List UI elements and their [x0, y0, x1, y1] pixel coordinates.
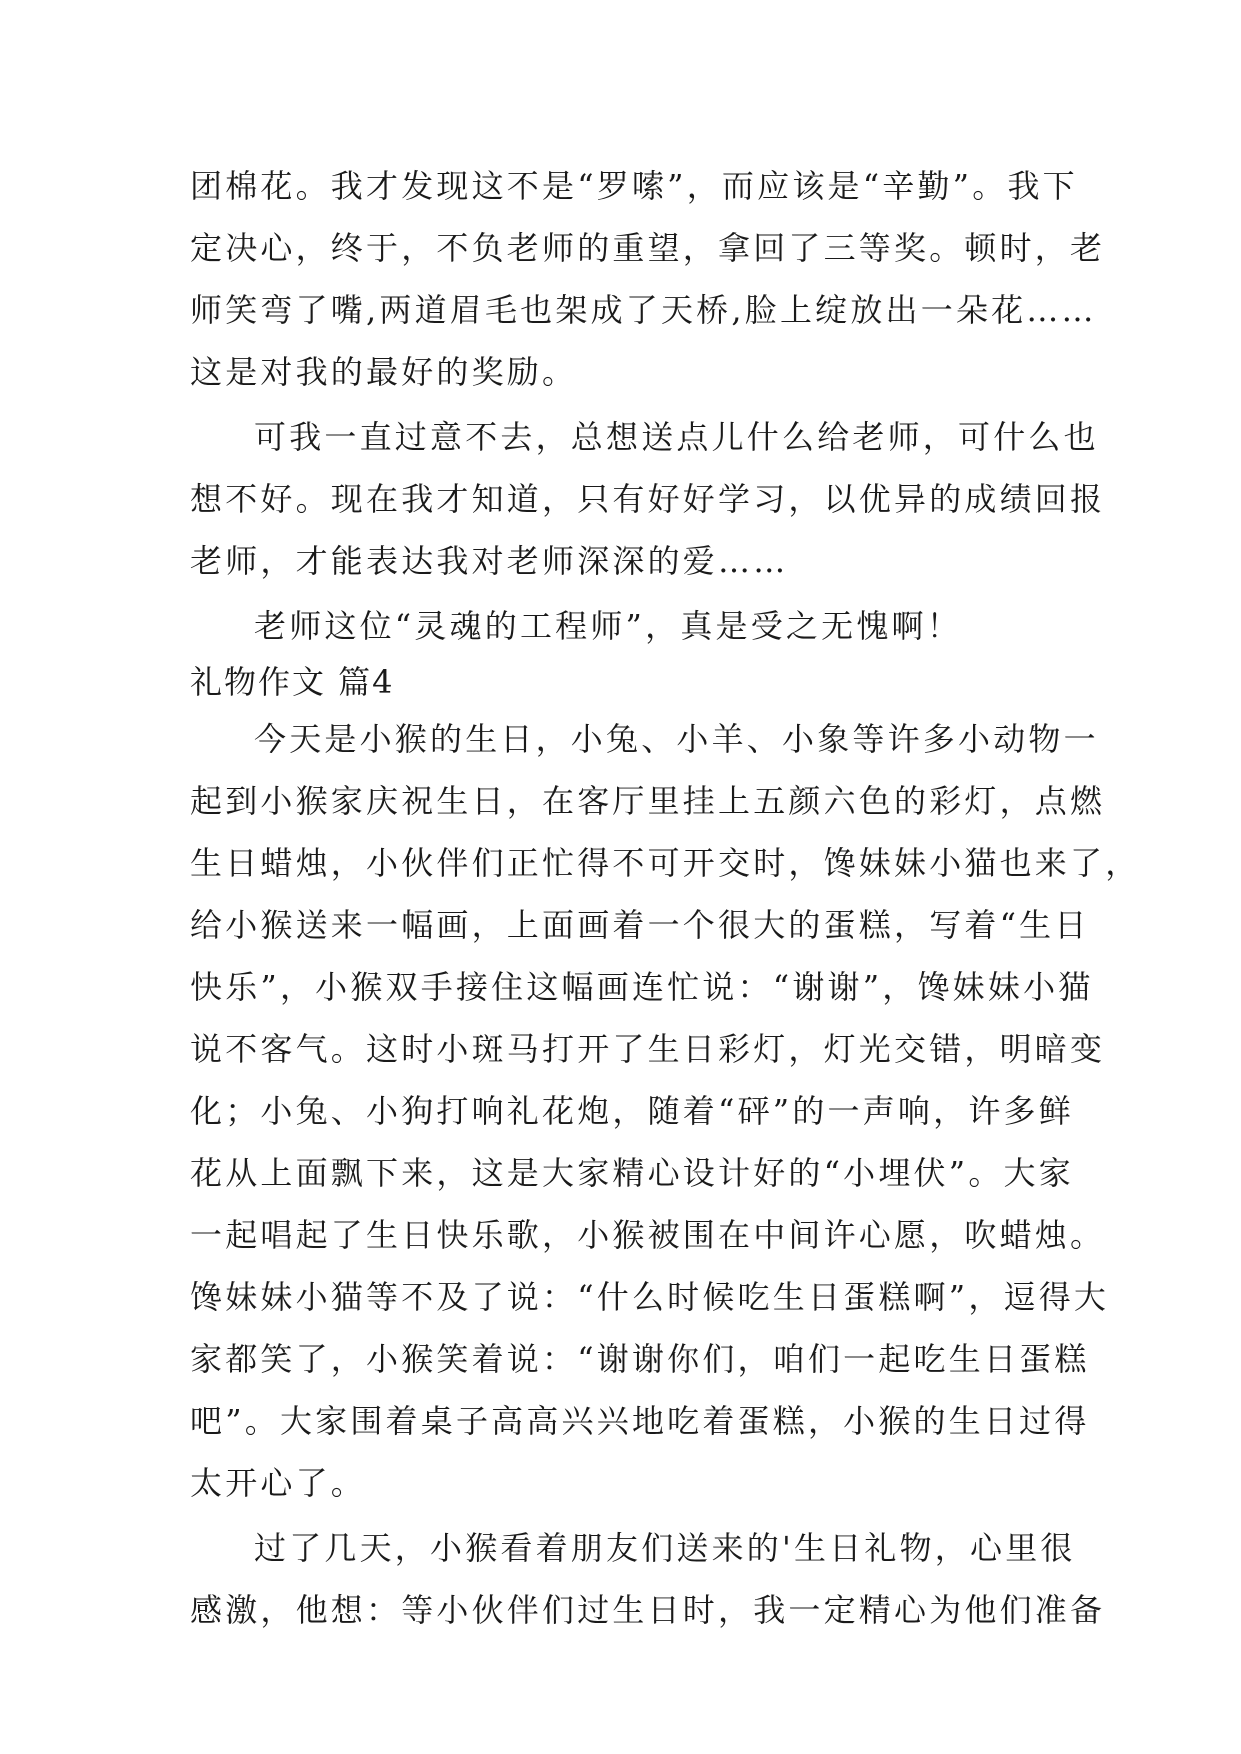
text-line: 这是对我的最好的奖励。 — [190, 353, 578, 391]
text-line: 感激，他想：等小伙伴们过生日时，我一定精心为他们准备 — [190, 1591, 1106, 1629]
text-line: 说不客气。这时小斑马打开了生日彩灯，灯光交错，明暗变 — [190, 1030, 1106, 1068]
text-line: 化；小兔、小狗打响礼花炮，随着“砰”的一声响，许多鲜 — [190, 1092, 1074, 1130]
text-line: 馋妹妹小猫等不及了说：“什么时候吃生日蛋糕啊”，逗得大 — [190, 1278, 1110, 1316]
paragraph-start-line: 今天是小猴的生日，小兔、小羊、小象等许多小动物一 — [254, 720, 1099, 758]
text-line: 想不好。现在我才知道，只有好好学习，以优异的成绩回报 — [190, 480, 1106, 518]
text-line: 生日蜡烛，小伙伴们正忙得不可开交时，馋妹妹小猫也来了， — [190, 844, 1141, 882]
text-line: 太开心了。 — [190, 1464, 367, 1502]
text-line: 家都笑了，小猴笑着说：“谢谢你们，咱们一起吃生日蛋糕 — [190, 1340, 1090, 1378]
text-line: 师笑弯了嘴,两道眉毛也架成了天桥,脸上绽放出一朵花…… — [190, 291, 1097, 329]
text-line: 花从上面飘下来，这是大家精心设计好的“小埋伏”。大家 — [190, 1154, 1074, 1192]
section-heading: 礼物作文 篇4 — [190, 663, 395, 701]
paragraph-start-line: 可我一直过意不去，总想送点儿什么给老师，可什么也 — [254, 418, 1099, 456]
text-line: 定决心，终于，不负老师的重望，拿回了三等奖。顿时，老 — [190, 229, 1106, 267]
text-line: 老师，才能表达我对老师深深的爱…… — [190, 542, 789, 580]
text-line: 给小猴送来一幅画，上面画着一个很大的蛋糕，写着“生日 — [190, 906, 1090, 944]
text-line: 一起唱起了生日快乐歌，小猴被围在中间许心愿，吹蜡烛。 — [190, 1216, 1106, 1254]
document-body — [190, 155, 1141, 1641]
paragraph-start-line: 过了几天，小猴看着朋友们送来的'生日礼物，心里很 — [254, 1529, 1076, 1567]
text-line: 吧”。大家围着桌子高高兴兴地吃着蛋糕，小猴的生日过得 — [190, 1402, 1090, 1440]
paragraph-start-line: 老师这位“灵魂的工程师”，真是受之无愧啊！ — [254, 607, 962, 645]
text-line: 团棉花。我才发现这不是“罗嗦”，而应该是“辛勤”。我下 — [190, 167, 1078, 205]
text-line: 快乐”，小猴双手接住这幅画连忙说：“谢谢”，馋妹妹小猫 — [190, 968, 1094, 1006]
text-line: 起到小猴家庆祝生日，在客厅里挂上五颜六色的彩灯，点燃 — [190, 782, 1106, 820]
